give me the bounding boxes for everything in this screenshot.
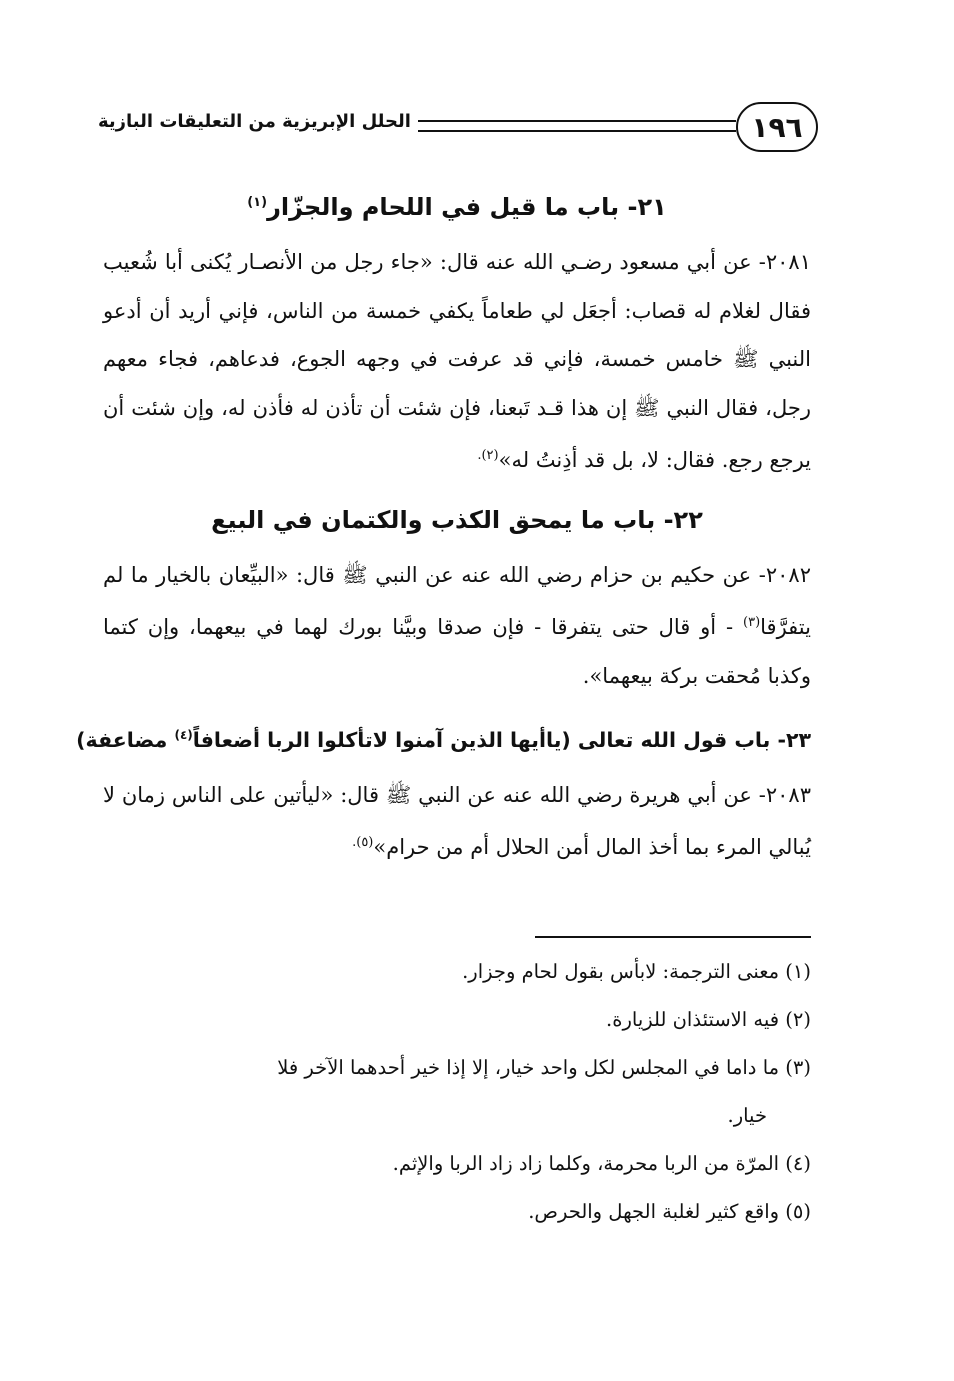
footnote-label: (٤) bbox=[785, 1152, 811, 1175]
footnote-text: ما داما في المجلس لكل واحد خيار، إلا إذا خير أحدهما الآخر فلا bbox=[277, 1056, 780, 1079]
footnote-label: (٥) bbox=[785, 1200, 811, 1223]
footnote-text: المرّة من الربا محرمة، وكلما زاد زاد الربا والإثم. bbox=[392, 1152, 780, 1175]
chapter-heading-22: ٢٢- باب ما يمحق الكذب والكتمان في البيع bbox=[211, 505, 703, 534]
footnote-ref: (٤) bbox=[174, 728, 193, 742]
footnote-ref: (٥). bbox=[352, 835, 374, 851]
footnote-ref: (٣) bbox=[743, 615, 761, 630]
hadith-2082 bbox=[103, 551, 811, 701]
hadith-2083 bbox=[103, 771, 811, 872]
hadith-text: عن حكيم بن حزام رضي الله عنه عن النبي ﷺ قال: «البيِّعان بالخيار ما لم يتفرَّقا bbox=[103, 562, 811, 639]
footnote-5 bbox=[103, 1188, 811, 1236]
hadith-number: ٢٠٨٢- bbox=[758, 562, 811, 587]
footnote-4 bbox=[103, 1140, 811, 1188]
footnote-text: فيه الاستئذان للزيارة. bbox=[606, 1008, 780, 1031]
chapter-heading-23 bbox=[76, 710, 811, 765]
hadith-2081 bbox=[103, 238, 811, 485]
footnote-3 bbox=[103, 1044, 811, 1140]
chapter-heading-21 bbox=[103, 178, 811, 232]
footnote-ref: (١) bbox=[247, 195, 268, 210]
footnote-text: معنى الترجمة: لابأس بقول لحام وجزار. bbox=[462, 960, 780, 983]
hadith-number: ٢٠٨٣- bbox=[758, 782, 811, 807]
footnote-2 bbox=[103, 996, 811, 1044]
heading-text-cont: مضاعفة) bbox=[76, 727, 175, 752]
hadith-text: عن أبي هريرة رضي الله عنه عن النبي ﷺ قال: «ليأتين على الناس زمان لا يُبالي المرء بما أخذ المال أمن الحلال أم من حرام» bbox=[103, 782, 811, 860]
header-rule bbox=[418, 130, 736, 132]
header-rule bbox=[418, 120, 736, 122]
footnotes bbox=[103, 948, 811, 1236]
footnote-1 bbox=[103, 948, 811, 996]
footnote-label: (١) bbox=[785, 960, 811, 983]
footnote-label: (٣) bbox=[785, 1056, 811, 1079]
heading-text: ٢٣- باب قول الله تعالى (ياأيها الذين آمنوا لاتأكلوا الربا أضعافاً bbox=[192, 727, 811, 752]
page-number: ١٩٦ bbox=[736, 102, 818, 152]
hadith-number: ٢٠٨١- bbox=[758, 250, 811, 274]
footnote-label: (٢) bbox=[785, 1008, 811, 1031]
running-header bbox=[98, 98, 818, 160]
heading-text: ٢١- باب ما قيل في اللحام والجزّار bbox=[267, 193, 667, 221]
main-text bbox=[76, 178, 811, 882]
footnote-continuation: خيار. bbox=[727, 1104, 767, 1127]
hadith-text: عن أبي مسعود رضـي الله عنه قال: «جاء رجل من الأنصـار يُكنى أبا شُعيب فقال لغلام له قصاب: أجعَل لي طعاماً يكفي خمسة من الناس، فإني أريد أن أدعو النبي ﷺ خامس خمسة، فإني قد عرفت في وجهه الجوع، فدعاهم، فجاء معهم رجل، فقال النبي ﷺ إن هذا قـد تَبعنا، فإن شئت أن تأذن له فأذن له، وإن شئت أن يرجع رجع. فقال: لا، بل قد أذِنتُ له» bbox=[103, 250, 811, 472]
footnote-text: واقع كثير لغلبة الجهل والحرص. bbox=[528, 1200, 780, 1223]
running-title: الحلل الإبريزية من التعليقات البازية bbox=[98, 111, 411, 132]
footnote-ref: (٢). bbox=[477, 448, 499, 463]
hadith-text-cont: - أو قال حتى يتفرقا - فإن صدقا وبيَّنا بورك لهما في بيعهما، وإن كتما وكذبا مُحقت بركة بيعهما». bbox=[103, 615, 811, 688]
footnote-separator bbox=[535, 936, 811, 938]
